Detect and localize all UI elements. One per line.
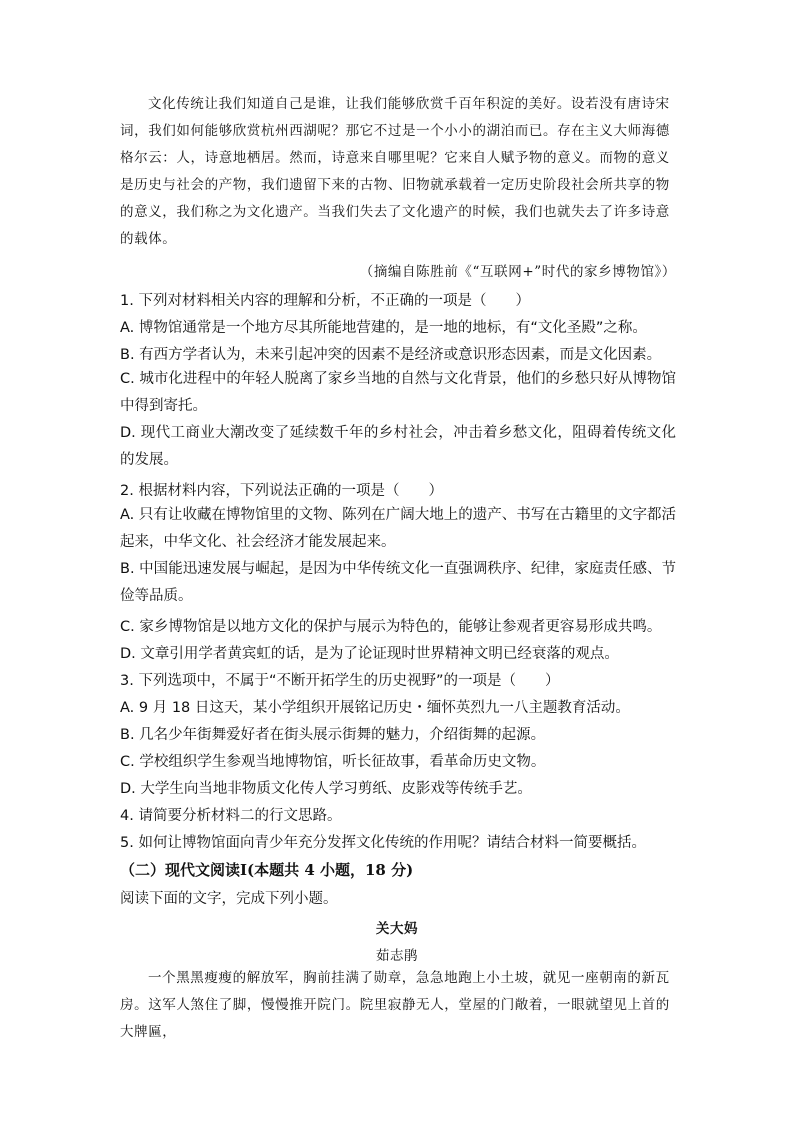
source-citation: （摘编自陈胜前《“互联网+”时代的家乡博物馆》） [359,264,676,280]
question-2-option-d: D. 文章引用学者黄宾虹的话，是为了论证现时世界精神文明已经衰落的观点。 [120,646,619,662]
story-title: 关大妈 [375,921,419,937]
question-2-option-b: B. 中国能迅速发展与崛起，是因为中华传统文化一直强调秩序、纪律，家庭责任感、节俭等品质。 [120,561,676,604]
question-3-stem: 3. 下列选项中，不属于“不断开拓学生的历史视野”的一项是（ ） [120,673,560,689]
question-3-option-d: D. 大学生向当地非物质文化传人学习剪纸、皮影戏等传统手艺。 [120,781,532,797]
question-1-option-b: B. 有西方学者认为，未来引起冲突的因素不是经济或意识形态因素，而是文化因素。 [120,347,662,363]
question-3-option-a: A. 9 月 18 日这天，某小学组织开展铭记历史・缅怀英烈九一八主题教育活动。 [120,700,630,716]
question-2-option-a: A. 只有让收藏在博物馆里的文物、陈列在广阔大地上的遗产、书写在古籍里的文字都活起来，中华文化、社会经济才能发展起来。 [120,507,676,550]
question-5: 5. 如何让博物馆面向青少年充分发挥文化传统的作用呢？请结合材料一简要概括。 [120,835,646,851]
section-instruction: 阅读下面的文字，完成下列小题。 [120,891,338,907]
question-1-stem: 1. 下列对材料相关内容的理解和分析，不正确的一项是（ ） [120,293,530,309]
story-author: 茹志鹃 [375,948,419,964]
question-2-stem: 2. 根据材料内容，下列说法正确的一项是（ ） [120,483,443,499]
material-paragraph: 文化传统让我们知道自己是谁，让我们能够欣赏千百年积淀的美好。设若没有唐诗宋词，我们如何能够欣赏杭州西湖呢？那它不过是一个小小的湖泊而已。存在主义大师海德格尔云：人，诗意地栖居。然而，诗意来自哪里呢？它来自人赋予物的意义。而物的意义是历史与社会的产物，我们遗留下来的古物、旧物就承载着一定历史阶段社会所共享的物的意义，我们称之为文化遗产。当我们失去了文化遗产的时候，我们也就失去了许多诗意的载体。 [120,96,670,247]
question-2-option-c: C. 家乡博物馆是以地方文化的保护与展示为特色的，能够让参观者更容易形成共鸣。 [120,619,662,635]
section-heading: （二）现代文阅读Ⅰ(本题共 4 小题，18 分) [120,861,414,879]
question-3-option-c: C. 学校组织学生参观当地博物馆，听长征故事，看革命历史文物。 [120,754,546,770]
story-paragraph: 一个黑黑瘦瘦的解放军，胸前挂满了勋章，急急地跑上小土坡，就见一座朝南的新瓦房。这军人煞住了脚，慢慢推开院门。院里寂静无人，堂屋的门敞着，一眼就望见上首的大牌匾， [120,970,670,1040]
question-1-option-d: D. 现代工商业大潮改变了延续数千年的乡村社会，冲击着乡愁文化，阻碍着传统文化的发展。 [120,425,676,468]
question-3-option-b: B. 几名少年街舞爱好者在街头展示街舞的魅力，介绍街舞的起源。 [120,727,546,743]
question-4: 4. 请简要分析材料二的行文思路。 [120,808,342,824]
question-1-option-a: A. 博物馆通常是一个地方尽其所能地营建的，是一地的地标，有“文化圣殿”之称。 [120,320,647,336]
question-1-option-c: C. 城市化进程中的年轻人脱离了家乡当地的自然与文化背景，他们的乡愁只好从博物馆中得到寄托。 [120,371,676,414]
